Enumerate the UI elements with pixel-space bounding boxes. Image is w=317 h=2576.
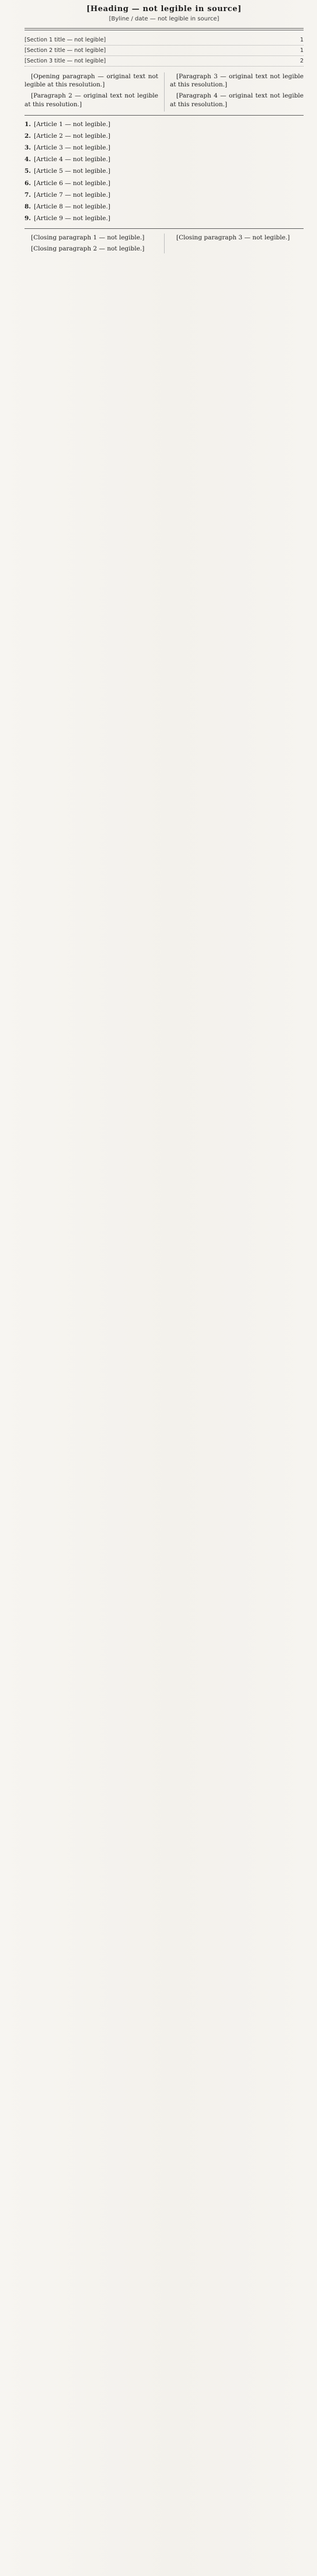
article-text: [Article 2 — not legible.]: [34, 132, 110, 140]
article-item: [25, 214, 304, 222]
article-item: [25, 144, 304, 152]
toc-item-label: [Section 2 title — not legible]: [25, 47, 106, 54]
paragraph: [Paragraph 2 — original text not legible at this resolution.]: [25, 92, 158, 108]
article-number: 6.: [25, 179, 31, 187]
toc-item-label: [Section 1 title — not legible]: [25, 37, 106, 43]
document-content: [25, 4, 304, 2572]
article-text: [Article 1 — not legible.]: [34, 120, 110, 128]
article-number: 3.: [25, 144, 31, 152]
body-columns-top: [25, 72, 304, 112]
article-number: 2.: [25, 132, 31, 140]
article-text: [Article 8 — not legible.]: [34, 203, 110, 210]
article-number: 8.: [25, 203, 31, 210]
article-text: [Article 9 — not legible.]: [34, 215, 110, 222]
title-divider: [25, 28, 304, 30]
toc-item-page: 2: [299, 58, 304, 64]
article-number: 1.: [25, 120, 31, 128]
numbered-articles: [25, 120, 304, 223]
paragraph: [Closing paragraph 2 — not legible.]: [31, 245, 145, 253]
page-title: [Heading — not legible in source]: [86, 5, 242, 13]
article-item: [25, 203, 304, 211]
section-divider: [25, 228, 304, 229]
byline: [Byline / date — not legible in source]: [109, 16, 220, 22]
article-number: 7.: [25, 191, 31, 199]
article-text: [Article 5 — not legible.]: [34, 168, 110, 175]
article-item: [25, 167, 304, 175]
article-item: [25, 155, 304, 163]
paragraph: [Paragraph 3 — original text not legible at this resolution.]: [170, 73, 304, 89]
table-of-contents: [25, 35, 304, 67]
article-item: [25, 191, 304, 199]
article-item: [25, 120, 304, 128]
article-number: 5.: [25, 168, 31, 175]
article-text: [Article 7 — not legible.]: [34, 191, 110, 199]
paragraph: [Opening paragraph — original text not legible at this resolution.]: [25, 73, 158, 89]
toc-item-label: [Section 3 title — not legible]: [25, 58, 106, 64]
toc-item-page: 1: [299, 47, 304, 54]
toc-item: [25, 56, 304, 67]
toc-item-page: 1: [299, 37, 304, 43]
paragraph: [Closing paragraph 1 — not legible.]: [31, 234, 145, 242]
toc-item: [25, 35, 304, 46]
article-number: 4.: [25, 156, 31, 163]
article-text: [Article 4 — not legible.]: [34, 156, 110, 163]
article-item: [25, 132, 304, 140]
article-number: 9.: [25, 215, 31, 222]
article-item: [25, 179, 304, 187]
paragraph: [Paragraph 4 — original text not legible at this resolution.]: [170, 92, 304, 108]
article-text: [Article 3 — not legible.]: [34, 144, 110, 152]
paragraph: [Closing paragraph 3 — not legible.]: [176, 234, 290, 242]
body-columns-bottom: [25, 234, 304, 253]
section-divider: [25, 115, 304, 116]
article-text: [Article 6 — not legible.]: [34, 179, 110, 187]
toc-item: [25, 46, 304, 56]
